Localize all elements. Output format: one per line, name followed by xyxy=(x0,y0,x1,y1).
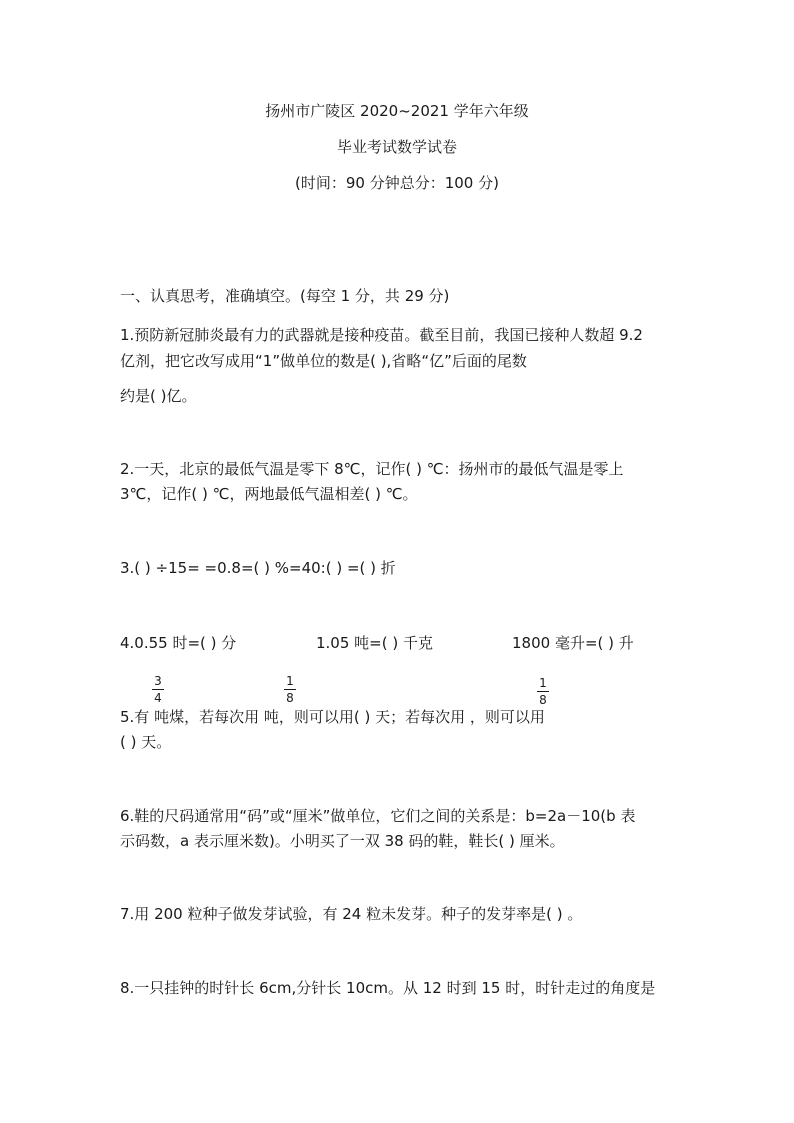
fraction-denominator: 4 xyxy=(154,691,162,705)
fraction-one-eighth-a xyxy=(284,675,296,704)
exam-title-line2: 毕业考试数学试卷 xyxy=(336,138,457,156)
question-8-line-1: 8.一只挂钟的时针长 6cm,分针长 10cm。从 12 时到 15 时，时针走过的角度是 xyxy=(120,979,656,997)
exam-time-score: (时间：90 分钟总分：100 分) xyxy=(295,174,499,192)
fraction-denominator: 8 xyxy=(286,691,294,705)
question-6-line-2: 示码数，a 表示厘米数)。小明买了一双 38 码的鞋，鞋长( ) 厘米。 xyxy=(120,832,565,850)
question-7: 7.用 200 粒种子做发芽试验，有 24 粒未发芽。种子的发芽率是( ) 。 xyxy=(120,905,583,923)
fraction-numerator: 3 xyxy=(154,674,162,688)
question-6-line-1: 6.鞋的尺码通常用“码”或“厘米”做单位，它们之间的关系是：b=2a－10(b 表 xyxy=(120,807,636,825)
question-1-line-3: 约是( )亿。 xyxy=(120,387,197,405)
question-4-part-c: 1800 毫升=( ) 升 xyxy=(512,634,634,652)
question-1-line-2: 亿剂，把它改写成用“1”做单位的数是( ),省略“亿”后面的尾数 xyxy=(120,352,527,370)
fraction-numerator: 1 xyxy=(286,674,294,688)
fraction-numerator: 1 xyxy=(539,676,547,690)
question-2-line-2: 3℃，记作( ) ℃，两地最低气温相差( ) ℃。 xyxy=(120,485,418,503)
exam-title-line1: 扬州市广陵区 2020~2021 学年六年级 xyxy=(265,102,529,120)
question-3: 3.( ) ÷15= =0.8=( ) %=40:( ) =( ) 折 xyxy=(120,559,396,577)
fraction-three-quarters xyxy=(152,675,164,704)
question-5-line-1: 5.有 吨煤，若每次用 吨，则可以用( ) 天；若每次用 ，则可以用 xyxy=(120,708,545,726)
question-2-line-1: 2.一天，北京的最低气温是零下 8℃，记作( ) ℃：扬州市的最低气温是零上 xyxy=(120,460,624,478)
fraction-denominator: 8 xyxy=(539,693,547,707)
section-heading: 一、认真思考，准确填空。(每空 1 分，共 29 分) xyxy=(120,287,450,305)
question-1-line-1: 1.预防新冠肺炎最有力的武器就是接种疫苗。截至目前，我国已接种人数超 9.2 xyxy=(120,326,643,344)
question-4-part-a: 4.0.55 时=( ) 分 xyxy=(120,634,237,652)
question-4-part-b: 1.05 吨=( ) 千克 xyxy=(316,634,433,652)
fraction-one-eighth-b xyxy=(537,677,549,706)
question-5-line-2: ( ) 天。 xyxy=(120,733,172,751)
